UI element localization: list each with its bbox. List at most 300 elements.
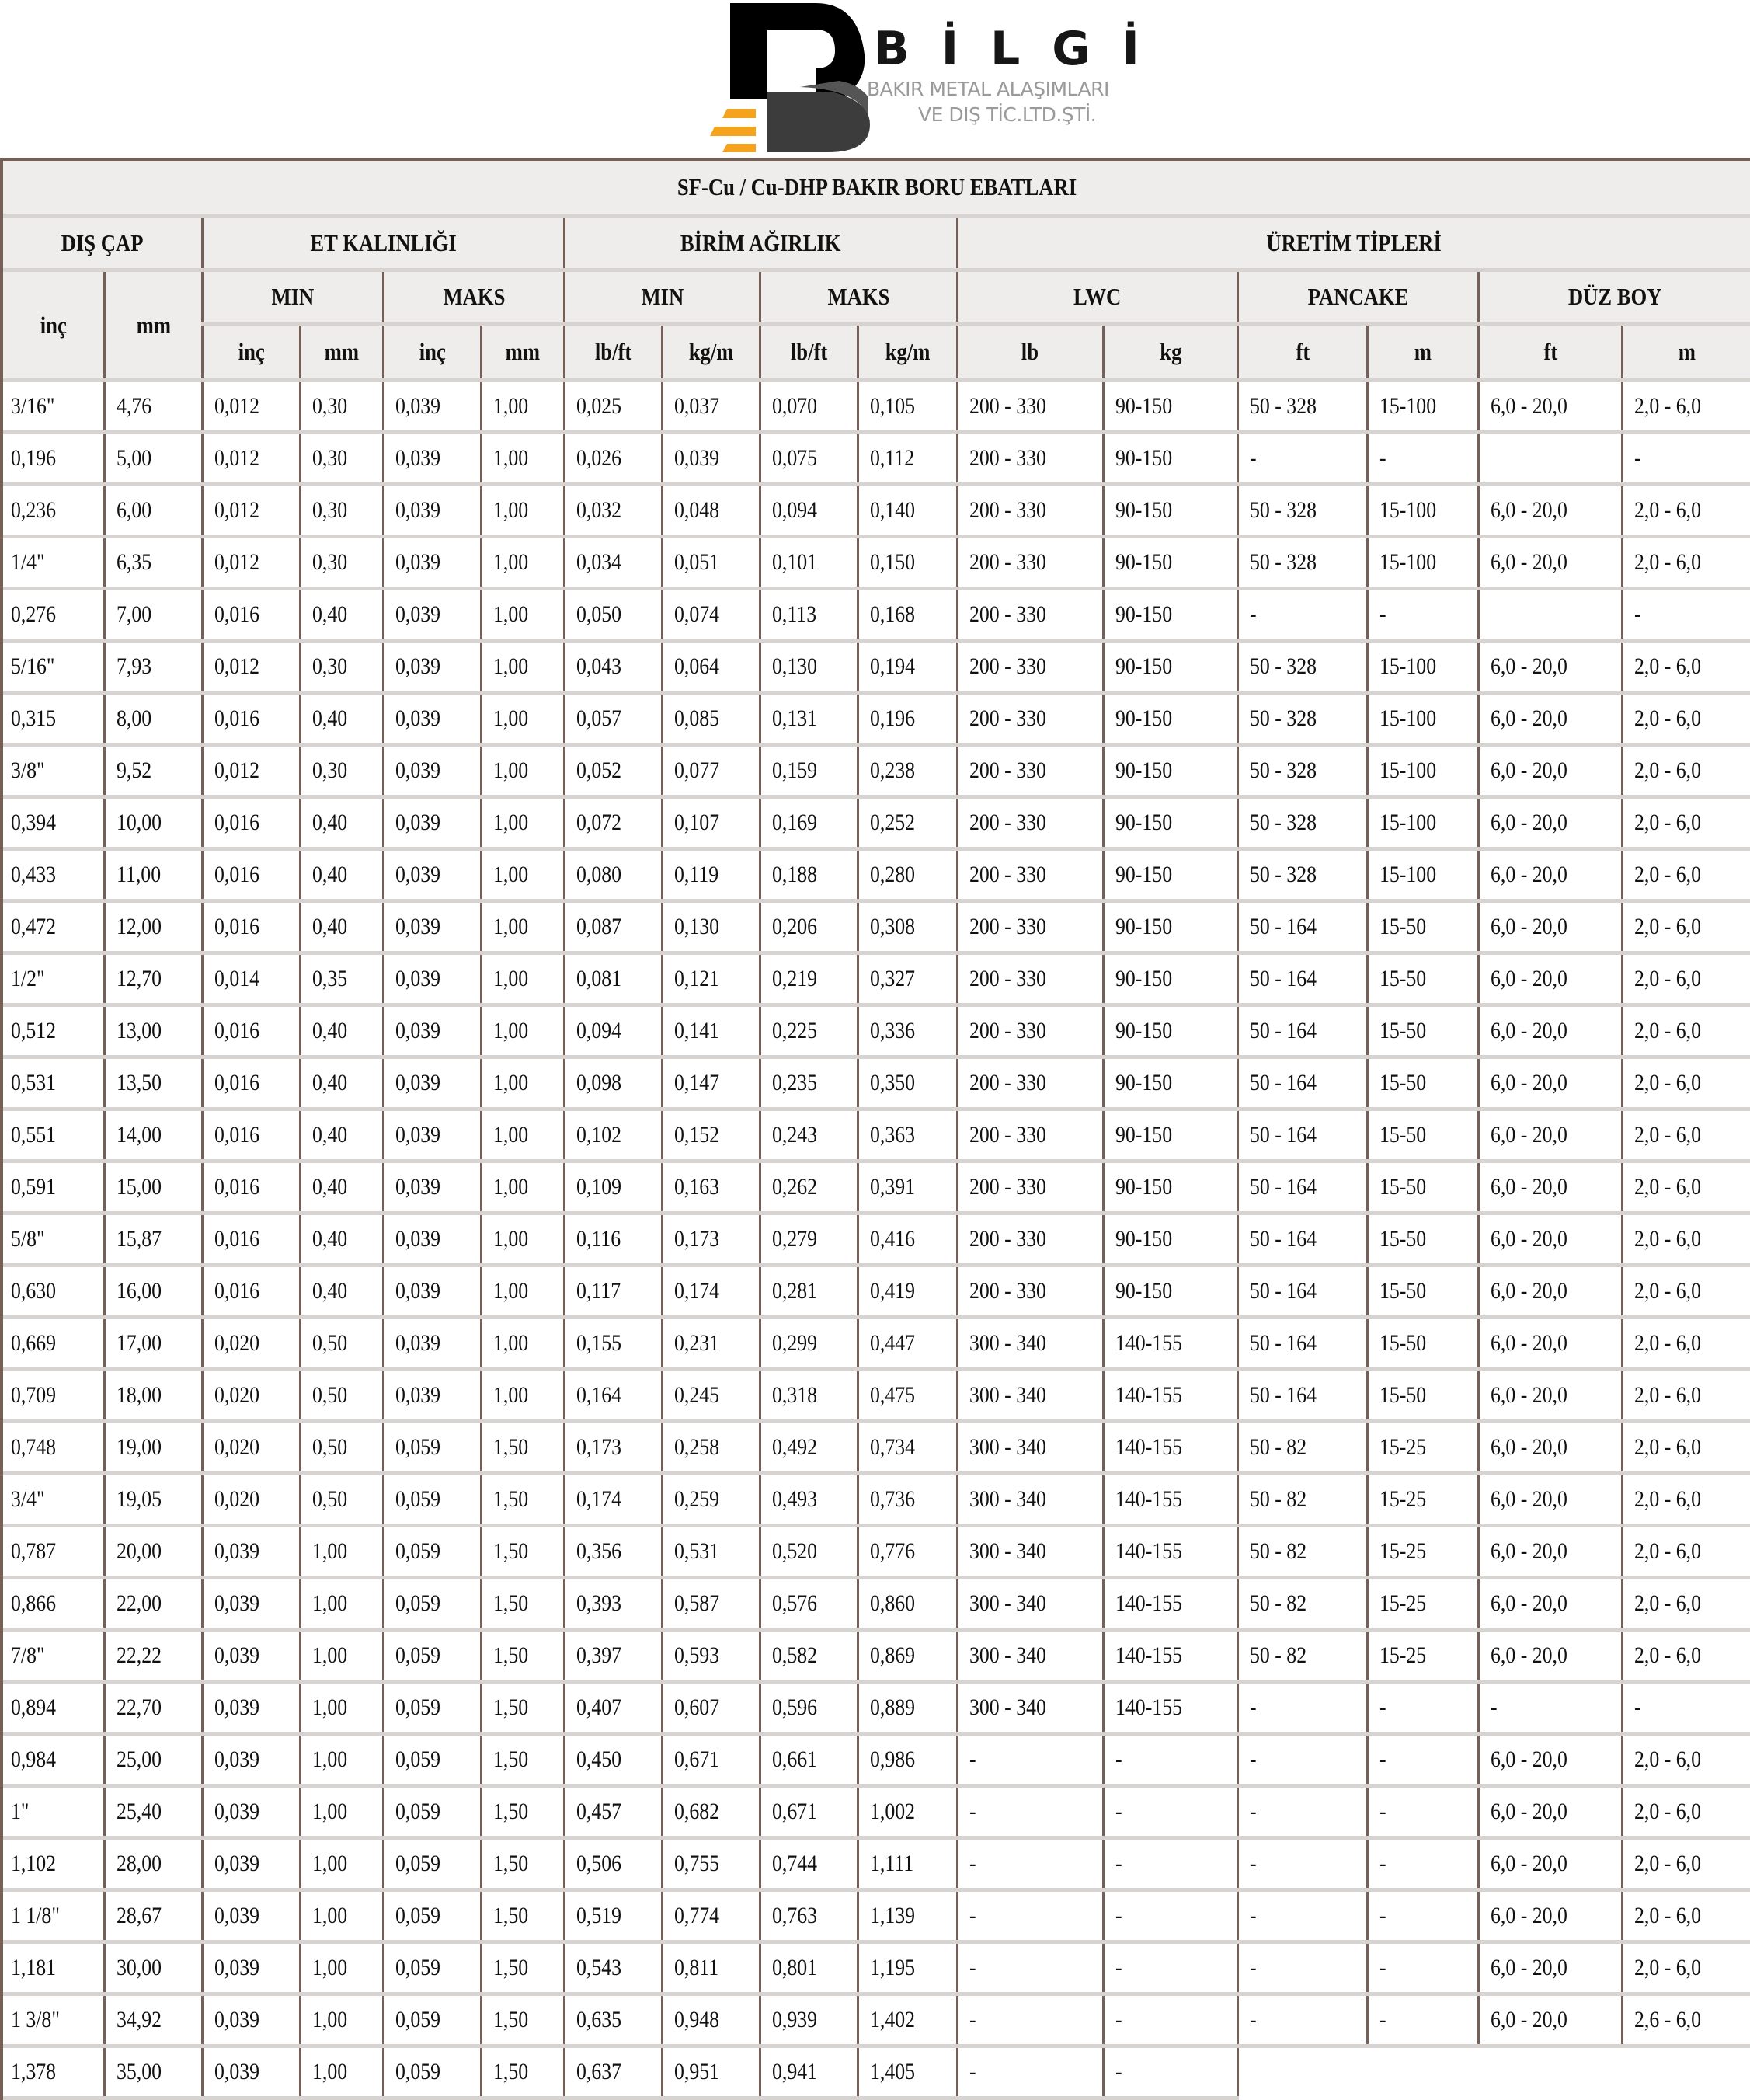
cell-od-inch: 3/8" — [3, 745, 104, 797]
cell-weight-min-lbft: 0,081 — [564, 953, 662, 1005]
cell-wall-min-inch: 0,016 — [202, 797, 300, 849]
subheader-duz-boy: DÜZ BOY — [1478, 270, 1750, 324]
table-row — [3, 1370, 1750, 1422]
cell-wall-min-inch: 0,016 — [202, 849, 300, 901]
cell-weight-max-lbft: 0,299 — [760, 1318, 858, 1370]
cell-wall-max-mm: 1,00 — [481, 1318, 564, 1370]
cell-lwc-kg: 90-150 — [1103, 1005, 1237, 1057]
cell-od-inch: 0,276 — [3, 589, 104, 641]
cell-weight-min-kgm: 0,074 — [662, 589, 760, 641]
cell-weight-min-kgm: 0,607 — [662, 1682, 760, 1734]
cell-wall-max-inch: 0,059 — [384, 1890, 481, 1942]
cell-lwc-kg: 90-150 — [1103, 953, 1237, 1005]
cell-weight-min-kgm: 0,259 — [662, 1474, 760, 1526]
cell-wall-max-inch: 0,039 — [384, 485, 481, 537]
cell-weight-min-kgm: 0,951 — [662, 2046, 760, 2098]
cell-od-mm: 10,00 — [104, 797, 202, 849]
cell-lwc-lb: 200 - 330 — [957, 953, 1103, 1005]
cell-wall-max-inch: 0,039 — [384, 1214, 481, 1266]
cell-od-inch: 0,196 — [3, 433, 104, 485]
cell-weight-max-lbft: 0,576 — [760, 1578, 858, 1630]
cell-wall-min-inch: 0,012 — [202, 745, 300, 797]
cell-wall-max-inch: 0,059 — [384, 1786, 481, 1838]
cell-lwc-kg: 90-150 — [1103, 381, 1237, 433]
table-row — [3, 1474, 1750, 1526]
subheader-et-min: MIN — [202, 270, 383, 324]
cell-weight-max-lbft: 0,744 — [760, 1838, 858, 1890]
cell-straight-m: 2,0 - 6,0 — [1623, 1526, 1750, 1578]
cell-wall-max-mm: 1,00 — [481, 1005, 564, 1057]
cell-lwc-kg: 90-150 — [1103, 797, 1237, 849]
cell-lwc-lb: 200 - 330 — [957, 1214, 1103, 1266]
cell-pancake-m: 15-100 — [1367, 641, 1478, 693]
subheader-agirlik-min: MIN — [564, 270, 760, 324]
cell-pancake-ft: 50 - 328 — [1238, 537, 1367, 589]
cell-wall-min-mm: 0,50 — [301, 1474, 384, 1526]
cell-weight-min-kgm: 0,593 — [662, 1630, 760, 1682]
cell-od-inch: 5/16" — [3, 641, 104, 693]
cell-wall-min-inch: 0,016 — [202, 1109, 300, 1161]
unit-header-dis-cap-mm: mm — [104, 270, 202, 381]
cell-weight-min-kgm: 0,163 — [662, 1161, 760, 1214]
cell-od-mm: 6,00 — [104, 485, 202, 537]
cell-od-mm: 14,00 — [104, 1109, 202, 1161]
cell-lwc-kg: 140-155 — [1103, 1526, 1237, 1578]
cell-pancake-m: 15-100 — [1367, 745, 1478, 797]
group-header-et-kalinligi: ET KALINLIĞI — [202, 216, 564, 270]
cell-wall-max-mm: 1,00 — [481, 693, 564, 745]
cell-od-mm: 17,00 — [104, 1318, 202, 1370]
cell-wall-max-inch: 0,039 — [384, 641, 481, 693]
cell-wall-min-mm: 1,00 — [301, 1942, 384, 1994]
cell-wall-min-inch: 0,012 — [202, 381, 300, 433]
table-row — [3, 1734, 1750, 1786]
cell-wall-max-mm: 1,50 — [481, 1422, 564, 1474]
speed-bar-2 — [710, 127, 756, 136]
cell-wall-max-mm: 1,00 — [481, 433, 564, 485]
unit-header: ft — [1478, 324, 1622, 381]
cell-wall-min-inch: 0,039 — [202, 1838, 300, 1890]
cell-weight-min-kgm: 0,051 — [662, 537, 760, 589]
cell-wall-min-mm: 1,00 — [301, 2046, 384, 2098]
cell-weight-min-lbft: 0,635 — [564, 1994, 662, 2046]
cell-weight-min-lbft: 0,393 — [564, 1578, 662, 1630]
cell-wall-max-mm: 1,00 — [481, 641, 564, 693]
unit-header: inç — [202, 324, 300, 381]
cell-straight-m: 2,0 - 6,0 — [1623, 1734, 1750, 1786]
cell-wall-max-inch: 0,059 — [384, 1474, 481, 1526]
cell-lwc-kg: 90-150 — [1103, 1214, 1237, 1266]
cell-od-mm: 30,00 — [104, 1942, 202, 1994]
cell-wall-min-inch: 0,020 — [202, 1474, 300, 1526]
cell-pancake-ft: 50 - 328 — [1238, 797, 1367, 849]
cell-weight-max-lbft: 0,113 — [760, 589, 858, 641]
cell-weight-max-lbft: 0,492 — [760, 1422, 858, 1474]
cell-pancake-m: 15-100 — [1367, 381, 1478, 433]
cell-weight-max-kgm: 1,111 — [858, 1838, 957, 1890]
cell-weight-max-lbft: 0,596 — [760, 1682, 858, 1734]
cell-weight-max-kgm: 0,889 — [858, 1682, 957, 1734]
cell-od-inch: 1,181 — [3, 1942, 104, 1994]
group-header-uretim-tipleri: ÜRETİM TİPLERİ — [957, 216, 1750, 270]
cell-straight-ft: 6,0 - 20,0 — [1478, 641, 1622, 693]
cell-weight-max-lbft: 0,075 — [760, 433, 858, 485]
cell-weight-max-lbft: 0,671 — [760, 1786, 858, 1838]
table-row — [3, 1161, 1750, 1214]
cell-pancake-m: 15-50 — [1367, 1318, 1478, 1370]
cell-lwc-lb: - — [957, 1838, 1103, 1890]
cell-pancake-ft: 50 - 164 — [1238, 1005, 1367, 1057]
cell-lwc-kg: 140-155 — [1103, 1370, 1237, 1422]
cell-straight-ft: 6,0 - 20,0 — [1478, 1161, 1622, 1214]
cell-weight-max-kgm: 0,734 — [858, 1422, 957, 1474]
cell-wall-min-inch: 0,014 — [202, 953, 300, 1005]
cell-straight-ft: 6,0 - 20,0 — [1478, 1214, 1622, 1266]
cell-wall-max-inch: 0,039 — [384, 693, 481, 745]
cell-lwc-lb: 200 - 330 — [957, 1161, 1103, 1214]
cell-weight-max-lbft: 0,169 — [760, 797, 858, 849]
cell-pancake-ft: 50 - 164 — [1238, 1370, 1367, 1422]
cell-lwc-lb: - — [957, 1786, 1103, 1838]
cell-weight-max-lbft: 0,763 — [760, 1890, 858, 1942]
cell-od-inch: 1 3/8" — [3, 1994, 104, 2046]
cell-wall-max-inch: 0,039 — [384, 849, 481, 901]
cell-od-mm: 8,00 — [104, 693, 202, 745]
cell-pancake-m: 15-50 — [1367, 953, 1478, 1005]
cell-lwc-kg: - — [1103, 1890, 1237, 1942]
cell-weight-min-lbft: 0,356 — [564, 1526, 662, 1578]
cell-wall-max-inch: 0,039 — [384, 1057, 481, 1109]
cell-weight-max-lbft: 0,219 — [760, 953, 858, 1005]
cell-weight-min-kgm: 0,107 — [662, 797, 760, 849]
cell-pancake-ft: 50 - 328 — [1238, 849, 1367, 901]
cell-pancake-m: 15-50 — [1367, 901, 1478, 953]
cell-wall-max-inch: 0,059 — [384, 1734, 481, 1786]
cell-od-mm: 22,22 — [104, 1630, 202, 1682]
cell-weight-max-kgm: 0,350 — [858, 1057, 957, 1109]
cell-wall-min-inch: 0,039 — [202, 1890, 300, 1942]
cell-straight-ft: 6,0 - 20,0 — [1478, 693, 1622, 745]
cell-od-mm: 25,40 — [104, 1786, 202, 1838]
cell-weight-max-kgm: 0,776 — [858, 1526, 957, 1578]
cell-wall-max-inch: 0,059 — [384, 1578, 481, 1630]
cell-weight-min-lbft: 0,080 — [564, 849, 662, 901]
cell-wall-min-mm: 0,40 — [301, 849, 384, 901]
cell-wall-min-inch: 0,016 — [202, 1161, 300, 1214]
cell-lwc-kg: 90-150 — [1103, 537, 1237, 589]
cell-wall-min-mm: 1,00 — [301, 1630, 384, 1682]
cell-straight-m: 2,0 - 6,0 — [1623, 1838, 1750, 1890]
cell-lwc-kg: 90-150 — [1103, 641, 1237, 693]
subheader-agirlik-maks: MAKS — [760, 270, 957, 324]
cell-weight-min-kgm: 0,141 — [662, 1005, 760, 1057]
cell-straight-m: - — [1623, 433, 1750, 485]
cell-lwc-lb: 300 - 340 — [957, 1422, 1103, 1474]
cell-lwc-lb: 300 - 340 — [957, 1318, 1103, 1370]
cell-straight-ft: 6,0 - 20,0 — [1478, 1422, 1622, 1474]
cell-wall-min-mm: 0,40 — [301, 1214, 384, 1266]
cell-straight-m: 2,0 - 6,0 — [1623, 1266, 1750, 1318]
unit-header: kg/m — [662, 324, 760, 381]
cell-straight-m: 2,0 - 6,0 — [1623, 953, 1750, 1005]
cell-straight-ft: 6,0 - 20,0 — [1478, 1005, 1622, 1057]
table-row — [3, 1057, 1750, 1109]
cell-weight-min-lbft: 0,450 — [564, 1734, 662, 1786]
cell-wall-max-mm: 1,00 — [481, 381, 564, 433]
cell-weight-max-kgm: 0,112 — [858, 433, 957, 485]
cell-weight-max-kgm: 0,308 — [858, 901, 957, 953]
cell-lwc-kg: 90-150 — [1103, 745, 1237, 797]
cell-od-inch: 0,394 — [3, 797, 104, 849]
cell-od-inch: 0,894 — [3, 1682, 104, 1734]
cell-lwc-kg: 90-150 — [1103, 433, 1237, 485]
cell-lwc-kg: 140-155 — [1103, 1630, 1237, 1682]
cell-wall-min-mm: 0,30 — [301, 433, 384, 485]
cell-pancake-ft: - — [1238, 1838, 1367, 1890]
cell-wall-max-inch: 0,039 — [384, 1161, 481, 1214]
cell-weight-min-lbft: 0,506 — [564, 1838, 662, 1890]
cell-weight-max-kgm: 0,447 — [858, 1318, 957, 1370]
cell-od-mm: 4,76 — [104, 381, 202, 433]
cell-wall-max-inch: 0,039 — [384, 1318, 481, 1370]
cell-wall-max-mm: 1,00 — [481, 1161, 564, 1214]
cell-straight-m: 2,0 - 6,0 — [1623, 1474, 1750, 1526]
cell-weight-max-lbft: 0,070 — [760, 381, 858, 433]
cell-od-inch: 0,669 — [3, 1318, 104, 1370]
cell-wall-max-mm: 1,00 — [481, 901, 564, 953]
cell-od-mm: 12,70 — [104, 953, 202, 1005]
cell-weight-min-lbft: 0,032 — [564, 485, 662, 537]
cell-weight-max-lbft: 0,243 — [760, 1109, 858, 1161]
cell-lwc-kg: 90-150 — [1103, 1057, 1237, 1109]
cell-weight-max-kgm: 0,860 — [858, 1578, 957, 1630]
cell-pancake-m: 15-25 — [1367, 1630, 1478, 1682]
cell-weight-min-kgm: 0,121 — [662, 953, 760, 1005]
cell-lwc-lb: 200 - 330 — [957, 1266, 1103, 1318]
cell-pancake-m: 15-100 — [1367, 485, 1478, 537]
cell-pancake-ft: 50 - 82 — [1238, 1474, 1367, 1526]
cell-wall-min-mm: 0,40 — [301, 797, 384, 849]
cell-od-inch: 1/2" — [3, 953, 104, 1005]
cell-pancake-ft: - — [1238, 433, 1367, 485]
cell-od-inch: 0,709 — [3, 1370, 104, 1422]
cell-wall-min-inch: 0,012 — [202, 485, 300, 537]
cell-weight-max-kgm: 0,475 — [858, 1370, 957, 1422]
cell-weight-min-kgm: 0,258 — [662, 1422, 760, 1474]
cell-pancake-m: 15-50 — [1367, 1161, 1478, 1214]
cell-od-mm: 7,00 — [104, 589, 202, 641]
cell-weight-max-kgm: 0,986 — [858, 1734, 957, 1786]
cell-straight-m: 2,0 - 6,0 — [1623, 745, 1750, 797]
cell-wall-max-inch: 0,039 — [384, 953, 481, 1005]
cell-weight-min-kgm: 0,587 — [662, 1578, 760, 1630]
cell-pancake-ft: 50 - 328 — [1238, 485, 1367, 537]
cell-weight-max-lbft: 0,801 — [760, 1942, 858, 1994]
cell-straight-m: 2,0 - 6,0 — [1623, 1005, 1750, 1057]
table-row — [3, 1682, 1750, 1734]
cell-weight-max-kgm: 0,391 — [858, 1161, 957, 1214]
cell-straight-m: 2,0 - 6,0 — [1623, 901, 1750, 953]
table-row — [3, 641, 1750, 693]
cell-od-inch: 0,866 — [3, 1578, 104, 1630]
cell-lwc-lb: 200 - 330 — [957, 589, 1103, 641]
subheader-pancake: PANCAKE — [1238, 270, 1479, 324]
cell-weight-min-lbft: 0,026 — [564, 433, 662, 485]
cell-wall-min-mm: 1,00 — [301, 1734, 384, 1786]
cell-lwc-kg: - — [1103, 1786, 1237, 1838]
table-row — [3, 485, 1750, 537]
cell-weight-max-lbft: 0,281 — [760, 1266, 858, 1318]
cell-straight-ft — [1478, 589, 1622, 641]
cell-lwc-lb: 200 - 330 — [957, 641, 1103, 693]
cell-weight-max-kgm: 0,140 — [858, 485, 957, 537]
cell-straight-m: 2,0 - 6,0 — [1623, 1214, 1750, 1266]
table-row — [3, 953, 1750, 1005]
cell-wall-min-mm: 1,00 — [301, 1682, 384, 1734]
cell-od-inch: 0,591 — [3, 1161, 104, 1214]
cell-weight-max-kgm: 0,419 — [858, 1266, 957, 1318]
cell-straight-m: 2,0 - 6,0 — [1623, 849, 1750, 901]
cell-straight-m: 2,0 - 6,0 — [1623, 1109, 1750, 1161]
cell-od-mm: 11,00 — [104, 849, 202, 901]
cell-pancake-m: 15-50 — [1367, 1266, 1478, 1318]
cell-straight-ft: 6,0 - 20,0 — [1478, 1266, 1622, 1318]
cell-weight-max-kgm: 1,402 — [858, 1994, 957, 2046]
cell-straight-m: - — [1623, 589, 1750, 641]
cell-pancake-m: - — [1367, 433, 1478, 485]
cell-straight-m: 2,0 - 6,0 — [1623, 1422, 1750, 1474]
cell-straight-m: 2,0 - 6,0 — [1623, 693, 1750, 745]
cell-pancake-ft: - — [1238, 1734, 1367, 1786]
cell-od-inch: 3/16" — [3, 381, 104, 433]
cell-od-inch: 0,472 — [3, 901, 104, 953]
cell-wall-max-mm: 1,00 — [481, 1109, 564, 1161]
table-row — [3, 1214, 1750, 1266]
cell-wall-min-inch: 0,012 — [202, 433, 300, 485]
cell-od-inch: 1/4" — [3, 537, 104, 589]
cell-pancake-ft: 50 - 164 — [1238, 953, 1367, 1005]
cell-straight-m: 2,0 - 6,0 — [1623, 1161, 1750, 1214]
cell-wall-min-inch: 0,016 — [202, 1214, 300, 1266]
cell-wall-min-inch: 0,039 — [202, 1994, 300, 2046]
cell-lwc-lb: 300 - 340 — [957, 1682, 1103, 1734]
cell-straight-m: 2,6 - 6,0 — [1623, 1994, 1750, 2046]
cell-lwc-lb: 200 - 330 — [957, 433, 1103, 485]
unit-header: lb/ft — [564, 324, 662, 381]
cell-wall-min-inch: 0,039 — [202, 1630, 300, 1682]
cell-wall-max-mm: 1,50 — [481, 1734, 564, 1786]
cell-od-inch: 0,551 — [3, 1109, 104, 1161]
cell-lwc-kg: - — [1103, 1838, 1237, 1890]
cell-weight-max-lbft: 0,520 — [760, 1526, 858, 1578]
cell-pancake-m: - — [1367, 1994, 1478, 2046]
cell-pancake-m: 15-100 — [1367, 693, 1478, 745]
cell-wall-min-mm: 1,00 — [301, 1838, 384, 1890]
cell-weight-min-lbft: 0,155 — [564, 1318, 662, 1370]
cell-weight-max-lbft: 0,131 — [760, 693, 858, 745]
cell-lwc-lb: - — [957, 1890, 1103, 1942]
cell-straight-m: 2,0 - 6,0 — [1623, 1942, 1750, 1994]
cell-straight-m: 2,0 - 6,0 — [1623, 641, 1750, 693]
cell-weight-min-kgm: 0,231 — [662, 1318, 760, 1370]
cell-pancake-ft: 50 - 328 — [1238, 745, 1367, 797]
cell-weight-min-kgm: 0,037 — [662, 381, 760, 433]
cell-wall-max-mm: 1,50 — [481, 1786, 564, 1838]
cell-lwc-lb: 200 - 330 — [957, 485, 1103, 537]
cell-wall-max-mm: 1,50 — [481, 1474, 564, 1526]
company-logo — [684, 0, 1181, 155]
table-row — [3, 1890, 1750, 1942]
unit-header: mm — [481, 324, 564, 381]
cell-od-mm: 18,00 — [104, 1370, 202, 1422]
cell-wall-max-mm: 1,50 — [481, 1682, 564, 1734]
cell-wall-min-mm: 0,30 — [301, 485, 384, 537]
cell-weight-max-lbft: 0,225 — [760, 1005, 858, 1057]
cell-wall-min-inch: 0,016 — [202, 1005, 300, 1057]
cell-wall-min-mm: 0,40 — [301, 1109, 384, 1161]
cell-weight-max-lbft: 0,318 — [760, 1370, 858, 1422]
cell-pancake-ft: 50 - 164 — [1238, 901, 1367, 953]
cell-wall-min-mm: 0,35 — [301, 953, 384, 1005]
cell-pancake-m: - — [1367, 1734, 1478, 1786]
cell-weight-max-kgm: 0,736 — [858, 1474, 957, 1526]
cell-od-inch: 3/4" — [3, 1474, 104, 1526]
cell-od-inch: 0,512 — [3, 1005, 104, 1057]
cell-pancake-ft: 50 - 164 — [1238, 1318, 1367, 1370]
table-row — [3, 901, 1750, 953]
group-header-dis-cap: DIŞ ÇAP — [3, 216, 202, 270]
cell-pancake-m: - — [1367, 1786, 1478, 1838]
cell-wall-min-mm: 0,50 — [301, 1318, 384, 1370]
cell-wall-max-inch: 0,059 — [384, 1994, 481, 2046]
cell-od-inch: 1 1/8" — [3, 1890, 104, 1942]
cell-wall-max-mm: 1,00 — [481, 745, 564, 797]
cell-pancake-ft: 50 - 328 — [1238, 693, 1367, 745]
cell-straight-ft: - — [1478, 1682, 1622, 1734]
cell-straight-m: 2,0 - 6,0 — [1623, 1786, 1750, 1838]
cell-wall-max-mm: 1,50 — [481, 1838, 564, 1890]
cell-wall-min-inch: 0,039 — [202, 1578, 300, 1630]
cell-od-mm: 15,00 — [104, 1161, 202, 1214]
cell-wall-min-mm: 0,40 — [301, 589, 384, 641]
table-row — [3, 1266, 1750, 1318]
cell-pancake-m: 15-50 — [1367, 1370, 1478, 1422]
cell-weight-max-kgm: 1,195 — [858, 1942, 957, 1994]
cell-pancake-ft: 50 - 164 — [1238, 1161, 1367, 1214]
cell-lwc-kg: 90-150 — [1103, 1161, 1237, 1214]
cell-weight-max-lbft: 0,279 — [760, 1214, 858, 1266]
cell-od-mm: 25,00 — [104, 1734, 202, 1786]
cell-wall-max-inch: 0,039 — [384, 537, 481, 589]
cell-lwc-lb: 200 - 330 — [957, 901, 1103, 953]
cell-wall-max-inch: 0,059 — [384, 1942, 481, 1994]
cell-pancake-ft: 50 - 82 — [1238, 1578, 1367, 1630]
cell-weight-min-lbft: 0,102 — [564, 1109, 662, 1161]
cell-straight-m: 2,0 - 6,0 — [1623, 1370, 1750, 1422]
tagline-line1: BAKIR METAL ALAŞIMLARI — [867, 78, 1109, 100]
cell-pancake-ft: 50 - 82 — [1238, 1630, 1367, 1682]
cell-od-mm: 15,87 — [104, 1214, 202, 1266]
cell-weight-min-lbft: 0,057 — [564, 693, 662, 745]
table-row — [3, 1942, 1750, 1994]
cell-od-inch: 1" — [3, 1786, 104, 1838]
table-row — [3, 1786, 1750, 1838]
unit-header: kg — [1103, 324, 1237, 381]
cell-wall-max-inch: 0,039 — [384, 589, 481, 641]
cell-od-mm: 13,50 — [104, 1057, 202, 1109]
cell-wall-min-mm: 0,30 — [301, 641, 384, 693]
cell-straight-ft — [1478, 433, 1622, 485]
